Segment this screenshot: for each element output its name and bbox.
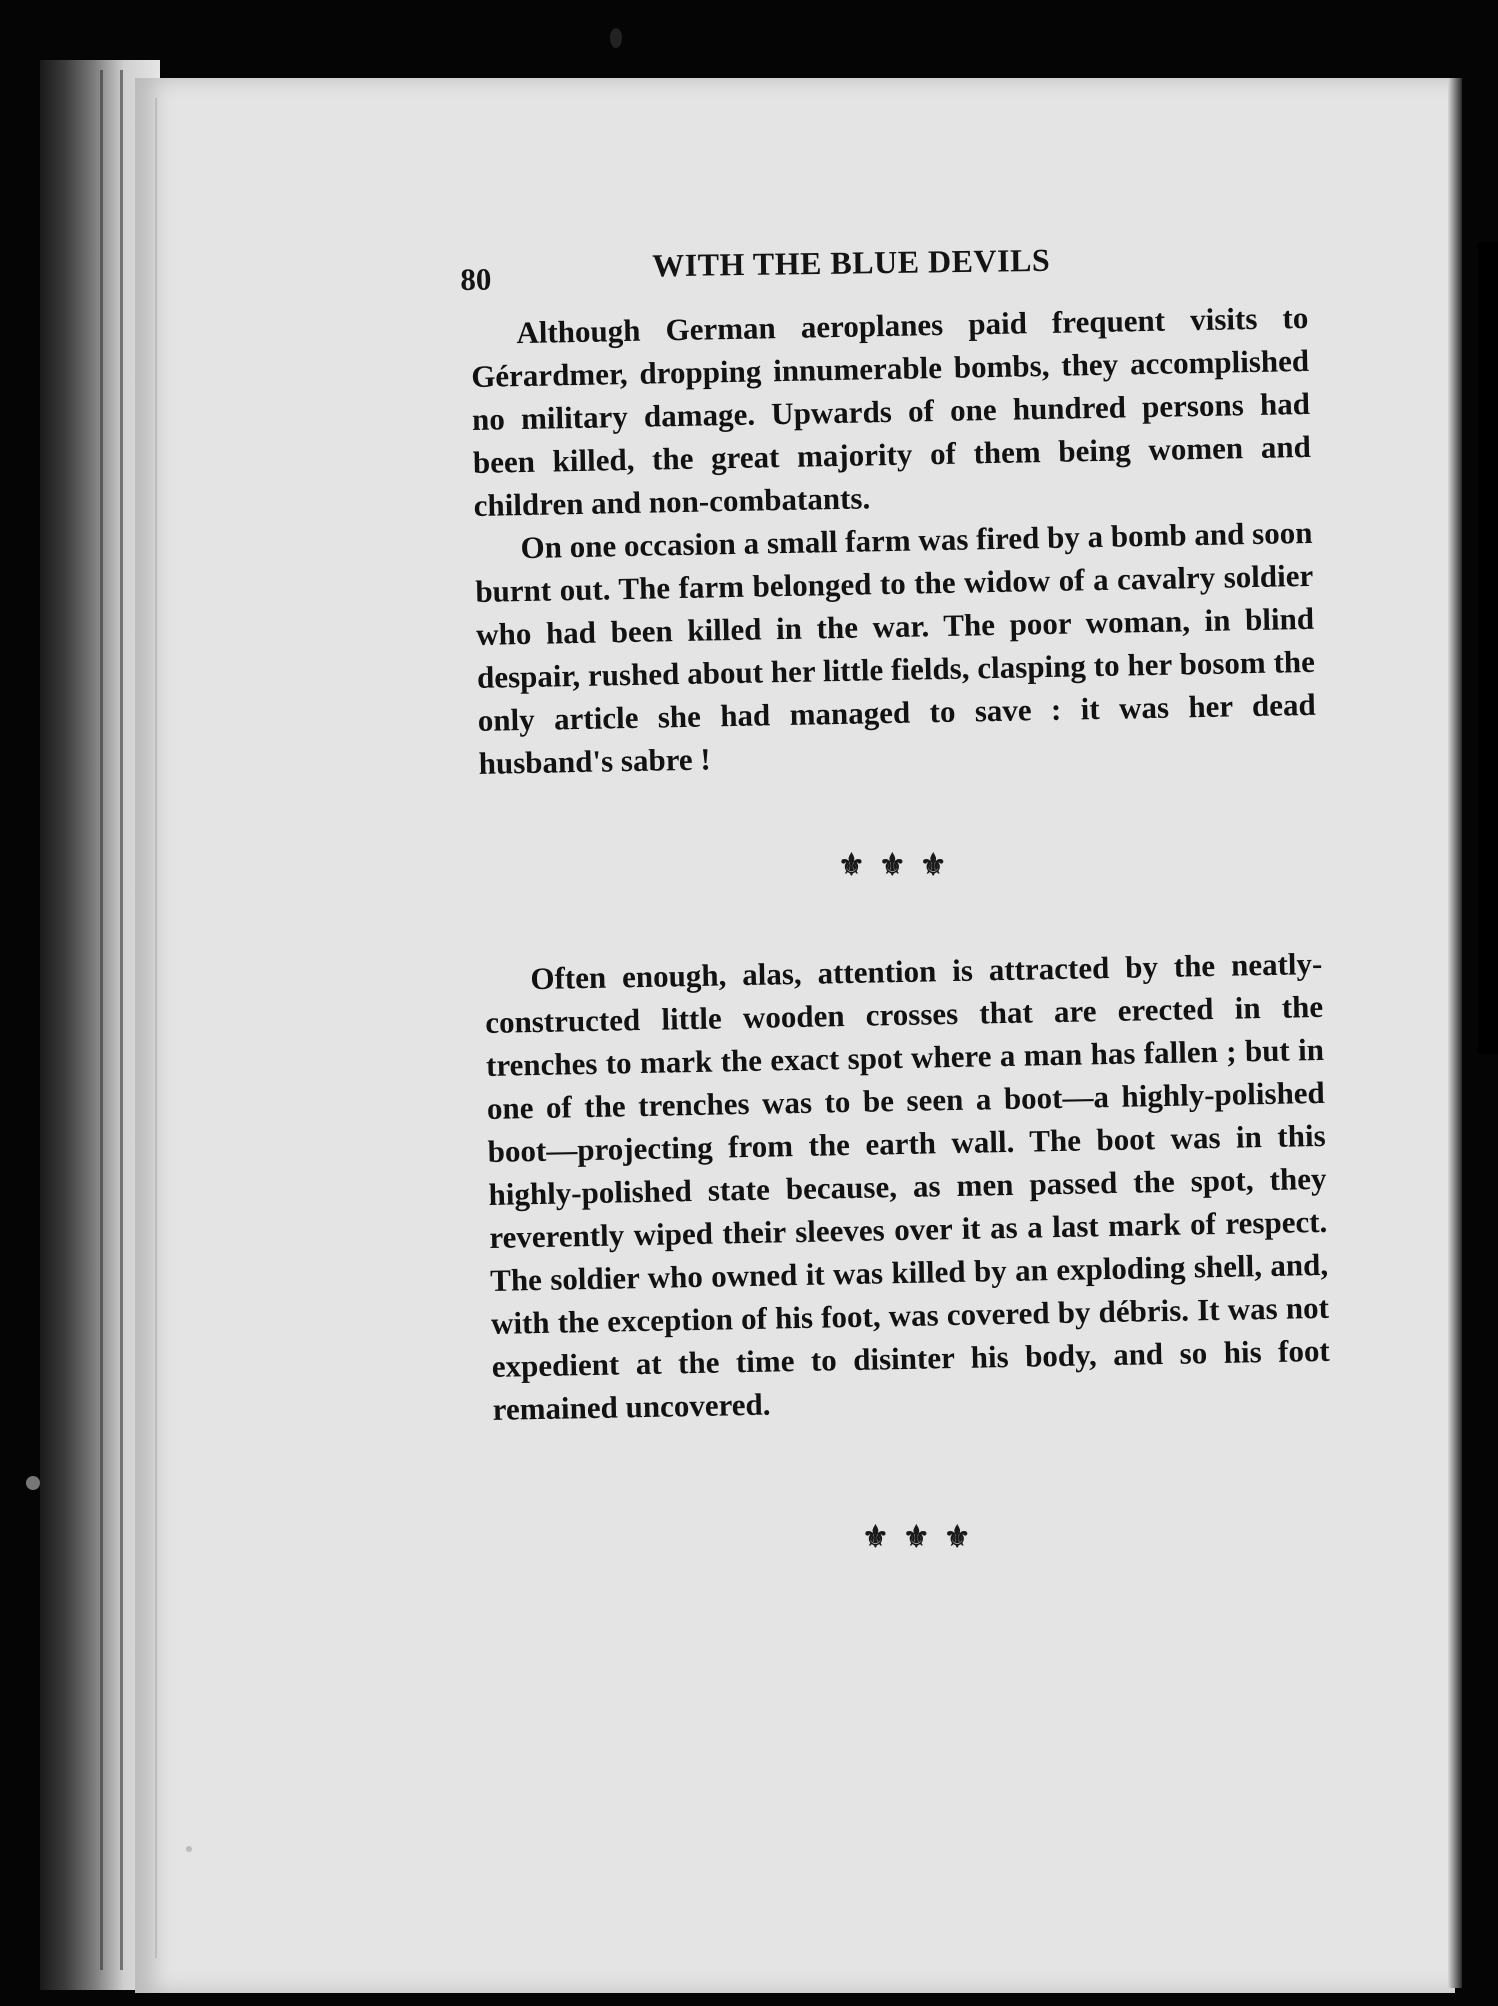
running-title: WITH THE BLUE DEVILS xyxy=(651,241,1051,284)
page-number: 80 xyxy=(460,261,492,297)
fleur-de-lis-ornament: ⚜⚜⚜ xyxy=(838,849,961,882)
fleur-de-lis-ornament: ⚜⚜⚜ xyxy=(862,1521,985,1554)
page-header xyxy=(460,241,1101,310)
paragraph: Although German aeroplanes paid frequent visits to Gérardmer, dropping innumerable bombs, they accomplished no military damage. Upwards of one hundred persons had been killed, the great majority of them being women and children and non-combatants. xyxy=(470,299,1312,523)
paragraph: On one occasion a small farm was fired by a bomb and soon burnt out. The farm belonged to the widow of a cavalry soldier who had been killed in the war. The poor woman, in blind despair, rushed about her little fields, clasping to her bosom the only article she had managed to save : it was her dead husband's sabre ! xyxy=(475,514,1317,781)
scan-margin xyxy=(1478,242,1498,1054)
text-block-bottom xyxy=(484,942,1331,1431)
paragraph: Often enough, alas, attention is attracted by the neatly-constructed little wooden crosses that are erected in the trenches to mark the exact spot where a man has fallen ; but in one of the trenches was to be seen a boot—a highly-polished boot—projecting from the earth wall. The boot was in this highly-polished state because, as men passed the spot, they reverently wiped their sleeves over it as a last mark of respect. The soldier who owned it was killed by an exploding shell, and, with the exception of his foot, was covered by débris. It was not expedient at the time to disinter his body, and so his foot remained uncovered. xyxy=(484,945,1331,1427)
page-right-edge xyxy=(1448,78,1462,1988)
scan-speck xyxy=(186,1846,192,1852)
page-edge xyxy=(155,98,157,1958)
text-block-top xyxy=(470,296,1317,785)
scan-speck xyxy=(26,1476,40,1490)
scan-speck xyxy=(610,28,622,48)
binding-line xyxy=(120,70,123,1970)
binding-line xyxy=(100,70,103,1970)
